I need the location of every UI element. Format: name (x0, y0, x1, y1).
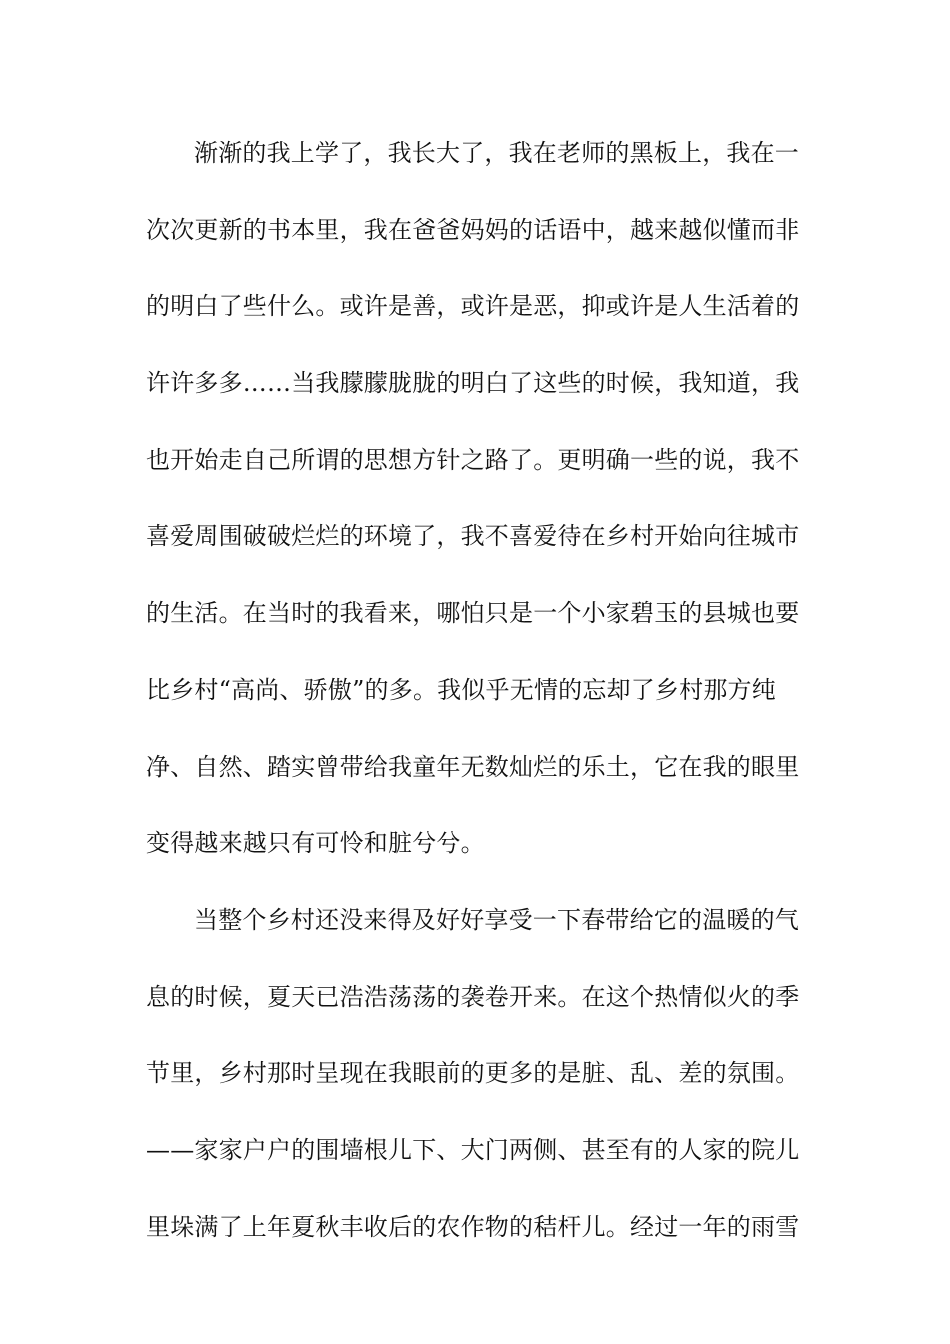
text-line: 许许多多……当我朦朦胧胧的明白了这些的时候，我知道，我 (146, 369, 800, 398)
text-line: 渐渐的我上学了，我长大了，我在老师的黑板上，我在一 (194, 139, 799, 167)
body-text (146, 126, 800, 1276)
text-line: 比乡村“高尚、骄傲”的多。我似乎无情的忘却了乡村那方纯 (146, 675, 776, 704)
text-line: ——家家户户的围墙根儿下、大门两侧、甚至有的人家的院儿 (146, 1135, 800, 1164)
text-line: 里垛满了上年夏秋丰收后的农作物的秸杆儿。经过一年的雨雪 (146, 1212, 800, 1241)
paragraph-1 (146, 126, 800, 893)
text-line: 节里，乡村那时呈现在我眼前的更多的是脏、乱、差的氛围。 (146, 1059, 800, 1088)
text-line: 的生活。在当时的我看来，哪怕只是一个小家碧玉的县城也要 (146, 599, 800, 628)
paragraph-2 (146, 893, 800, 1276)
text-line: 变得越来越只有可怜和脏兮兮。 (146, 829, 485, 858)
text-line: 也开始走自己所谓的思想方针之路了。更明确一些的说，我不 (146, 445, 800, 474)
text-line: 净、自然、踏实曾带给我童年无数灿烂的乐土，它在我的眼里 (146, 752, 800, 781)
text-line: 喜爱周围破破烂烂的环境了，我不喜爱待在乡村开始向往城市 (146, 522, 800, 551)
text-line: 的明白了些什么。或许是善，或许是恶，抑或许是人生活着的 (146, 292, 800, 321)
text-line: 息的时候，夏天已浩浩荡荡的袭卷开来。在这个热情似火的季 (146, 982, 800, 1011)
text-line: 次次更新的书本里，我在爸爸妈妈的话语中，越来越似懂而非 (146, 215, 800, 244)
text-line: 当整个乡村还没来得及好好享受一下春带给它的温暖的气 (194, 905, 799, 934)
